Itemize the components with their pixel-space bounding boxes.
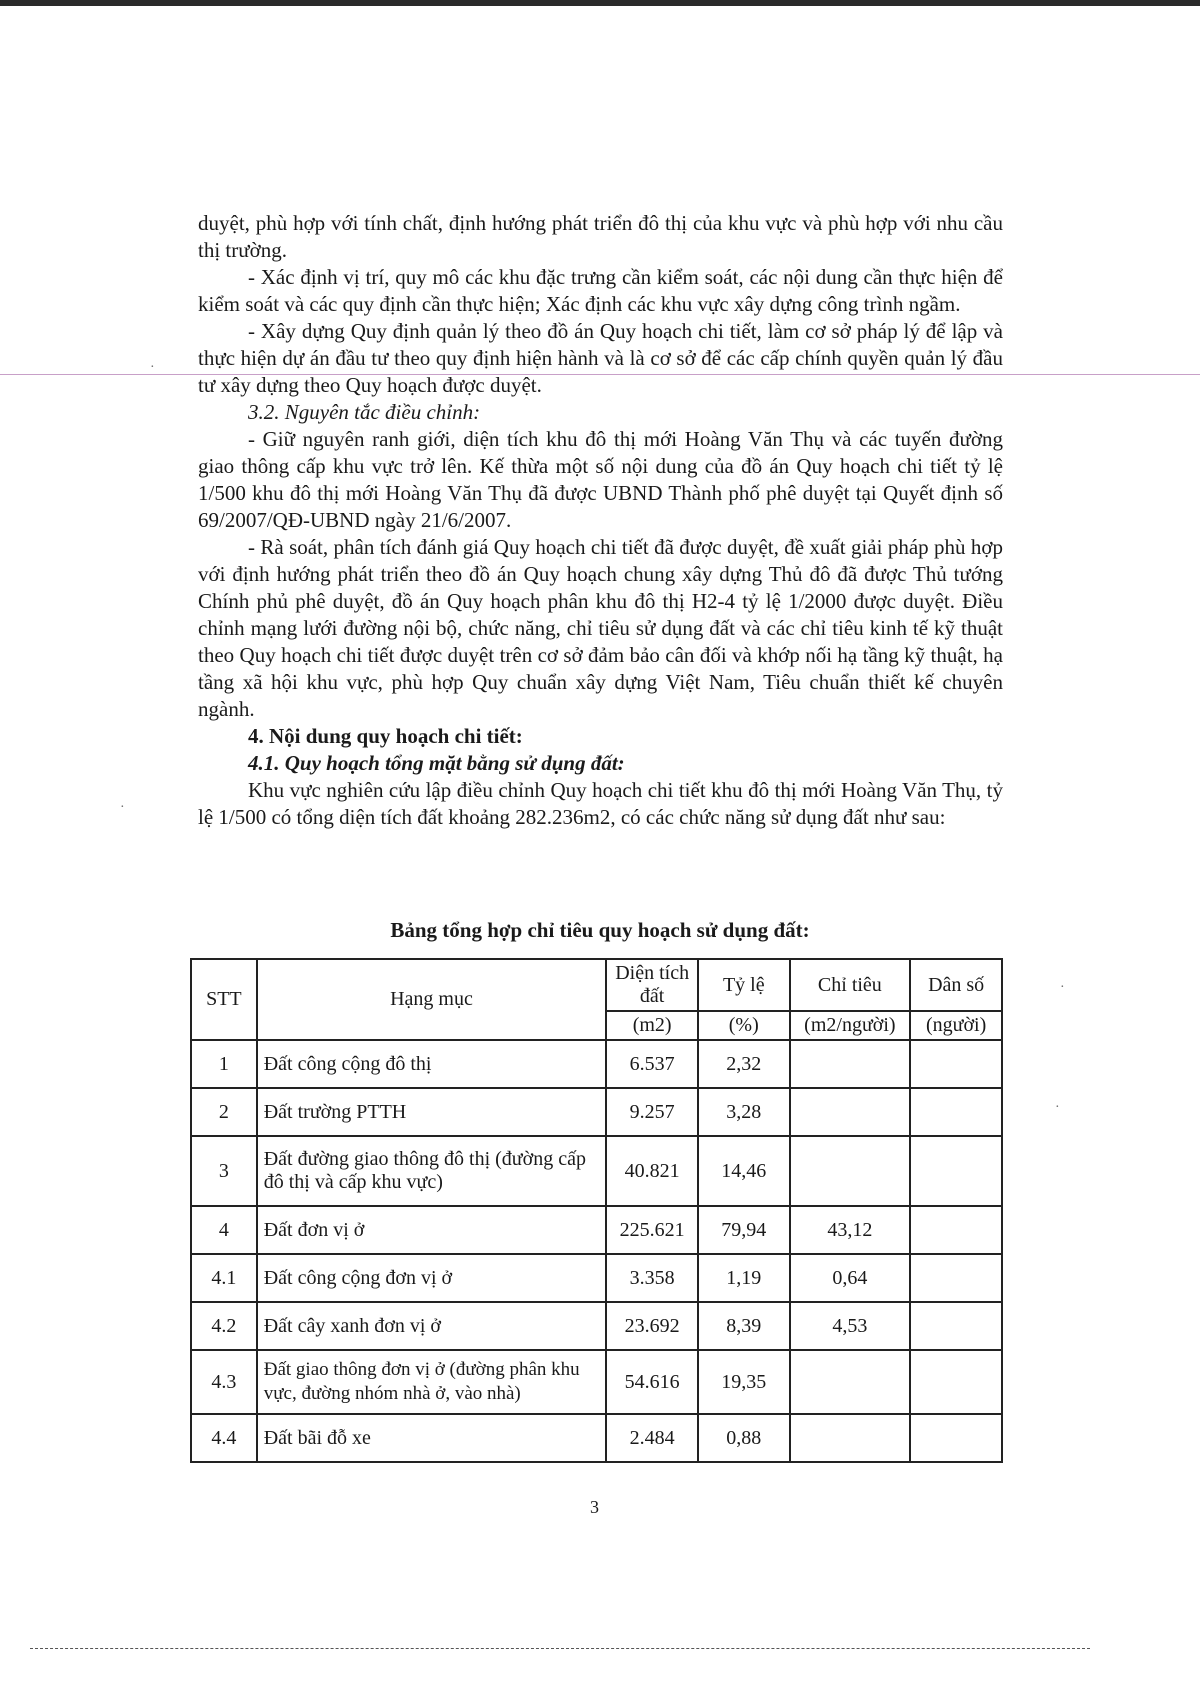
row-area: 23.692 <box>606 1302 698 1350</box>
row-pop <box>910 1414 1002 1462</box>
header-area: Diện tích đất <box>606 959 698 1011</box>
paragraph-3: - Xây dựng Quy định quản lý theo đồ án Quy hoạch chi tiết, làm cơ sở pháp lý để lập và thực hiện dự án đầu tư theo quy định hiện hành và là cơ sở để các cấp chính quyền quản lý đầu tư xây dựng theo Quy hoạch được duyệt. <box>198 319 1003 397</box>
scan-speck: · <box>1060 980 1065 995</box>
header-pop: Dân số <box>910 959 1002 1011</box>
section-3-2-heading: 3.2. Nguyên tắc điều chỉnh: <box>248 400 481 424</box>
row-pop <box>910 1136 1002 1206</box>
row-area: 40.821 <box>606 1136 698 1206</box>
row-pop <box>910 1350 1002 1414</box>
paragraph-6: Khu vực nghiên cứu lập điều chỉnh Quy hoạch chi tiết khu đô thị mới Hoàng Văn Thụ, tỷ lệ 1/500 có tổng diện tích đất khoảng 282.236m2, có các chức năng sử dụng đất như sau: <box>198 778 1003 829</box>
land-use-table <box>190 958 1003 1463</box>
row-ratio: 79,94 <box>698 1206 789 1254</box>
row-name: Đất giao thông đơn vị ở (đường phân khu vực, đường nhóm nhà ở, vào nhà) <box>257 1350 607 1414</box>
row-area: 9.257 <box>606 1088 698 1136</box>
row-pop <box>910 1206 1002 1254</box>
table-row <box>191 1254 1002 1302</box>
paragraph-4: - Giữ nguyên ranh giới, diện tích khu đô thị mới Hoàng Văn Thụ và các tuyến đường giao thông cấp khu vực trở lên. Kế thừa một số nội dung của đồ án Quy hoạch chi tiết tỷ lệ 1/500 khu đô thị mới Hoàng Văn Thụ đã được UBND Thành phố phê duyệt tại Quyết định số 69/2007/QĐ-UBND ngày 21/6/2007. <box>198 427 1003 532</box>
scan-bottom-rule <box>30 1648 1090 1650</box>
row-ratio: 3,28 <box>698 1088 789 1136</box>
table-row <box>191 1088 1002 1136</box>
row-stt: 4.4 <box>191 1414 257 1462</box>
row-ratio: 2,32 <box>698 1040 789 1088</box>
row-norm: 0,64 <box>790 1254 911 1302</box>
row-norm: 4,53 <box>790 1302 911 1350</box>
table-row <box>191 1206 1002 1254</box>
row-norm <box>790 1136 911 1206</box>
table-row <box>191 1136 1002 1206</box>
row-name: Đất cây xanh đơn vị ở <box>257 1302 607 1350</box>
row-stt: 2 <box>191 1088 257 1136</box>
row-pop <box>910 1040 1002 1088</box>
row-area: 3.358 <box>606 1254 698 1302</box>
row-pop <box>910 1254 1002 1302</box>
row-ratio: 19,35 <box>698 1350 789 1414</box>
table-row <box>191 1302 1002 1350</box>
row-pop <box>910 1088 1002 1136</box>
header-pop-unit: (người) <box>910 1011 1002 1040</box>
row-name: Đất đường giao thông đô thị (đường cấp đô thị và cấp khu vực) <box>257 1136 607 1206</box>
row-ratio: 14,46 <box>698 1136 789 1206</box>
header-ratio: Tỷ lệ <box>698 959 789 1011</box>
row-ratio: 0,88 <box>698 1414 789 1462</box>
row-stt: 4.3 <box>191 1350 257 1414</box>
header-norm: Chỉ tiêu <box>790 959 911 1011</box>
scan-speck: · <box>1055 1100 1060 1115</box>
table-header-row <box>191 959 1002 1011</box>
row-norm <box>790 1414 911 1462</box>
row-norm <box>790 1040 911 1088</box>
document-body <box>198 210 1003 831</box>
scan-top-border <box>0 0 1200 6</box>
row-name: Đất bãi đỗ xe <box>257 1414 607 1462</box>
row-name: Đất trường PTTH <box>257 1088 607 1136</box>
row-area: 225.621 <box>606 1206 698 1254</box>
row-norm: 43,12 <box>790 1206 911 1254</box>
header-stt: STT <box>191 959 257 1040</box>
header-name: Hạng mục <box>257 959 607 1040</box>
row-pop <box>910 1302 1002 1350</box>
section-4-heading: 4. Nội dung quy hoạch chi tiết: <box>248 724 523 748</box>
paragraph-5: - Rà soát, phân tích đánh giá Quy hoạch chi tiết đã được duyệt, đề xuất giải pháp phù hợp với định hướng phát triển theo đồ án Quy hoạch chung xây dựng Thủ đô đã được Thủ tướng Chính phủ phê duyệt, đồ án Quy hoạch phân khu đô thị H2-4 tỷ lệ 1/2000 được duyệt. Điều chỉnh mạng lưới đường nội bộ, chức năng, chỉ tiêu sử dụng đất và các chỉ tiêu kinh tế kỹ thuật theo Quy hoạch chi tiết được duyệt trên cơ sở đảm bảo cân đối và khớp nối hạ tầng kỹ thuật, hạ tầng xã hội khu vực, phù hợp Quy chuẩn xây dựng Việt Nam, Tiêu chuẩn thiết kế chuyên ngành. <box>198 535 1003 721</box>
row-area: 54.616 <box>606 1350 698 1414</box>
row-name: Đất đơn vị ở <box>257 1206 607 1254</box>
scan-speck: · <box>150 360 155 375</box>
row-area: 6.537 <box>606 1040 698 1088</box>
paragraph-1: duyệt, phù hợp với tính chất, định hướng phát triển đô thị của khu vực và phù hợp với nhu cầu thị trường. <box>198 211 1003 262</box>
row-stt: 1 <box>191 1040 257 1088</box>
row-name: Đất công cộng đơn vị ở <box>257 1254 607 1302</box>
header-ratio-unit: (%) <box>698 1011 789 1040</box>
row-norm <box>790 1350 911 1414</box>
paragraph-2: - Xác định vị trí, quy mô các khu đặc trưng cần kiểm soát, các nội dung cần thực hiện để kiểm soát và các quy định cần thực hiện; Xác định các khu vực xây dựng công trình ngầm. <box>198 265 1003 316</box>
table-row <box>191 1040 1002 1088</box>
table-row <box>191 1414 1002 1462</box>
table-title: Bảng tổng hợp chỉ tiêu quy hoạch sử dụng đất: <box>390 918 810 942</box>
scan-speck: · <box>120 800 125 815</box>
page-number: 3 <box>590 1497 599 1517</box>
header-area-unit: (m2) <box>606 1011 698 1040</box>
row-ratio: 8,39 <box>698 1302 789 1350</box>
row-stt: 4.2 <box>191 1302 257 1350</box>
header-norm-unit: (m2/người) <box>790 1011 911 1040</box>
row-stt: 4.1 <box>191 1254 257 1302</box>
row-norm <box>790 1088 911 1136</box>
row-stt: 3 <box>191 1136 257 1206</box>
row-ratio: 1,19 <box>698 1254 789 1302</box>
row-stt: 4 <box>191 1206 257 1254</box>
row-area: 2.484 <box>606 1414 698 1462</box>
section-4-1-heading: 4.1. Quy hoạch tổng mặt bằng sử dụng đất: <box>248 751 625 775</box>
table-row <box>191 1350 1002 1414</box>
row-name: Đất công cộng đô thị <box>257 1040 607 1088</box>
